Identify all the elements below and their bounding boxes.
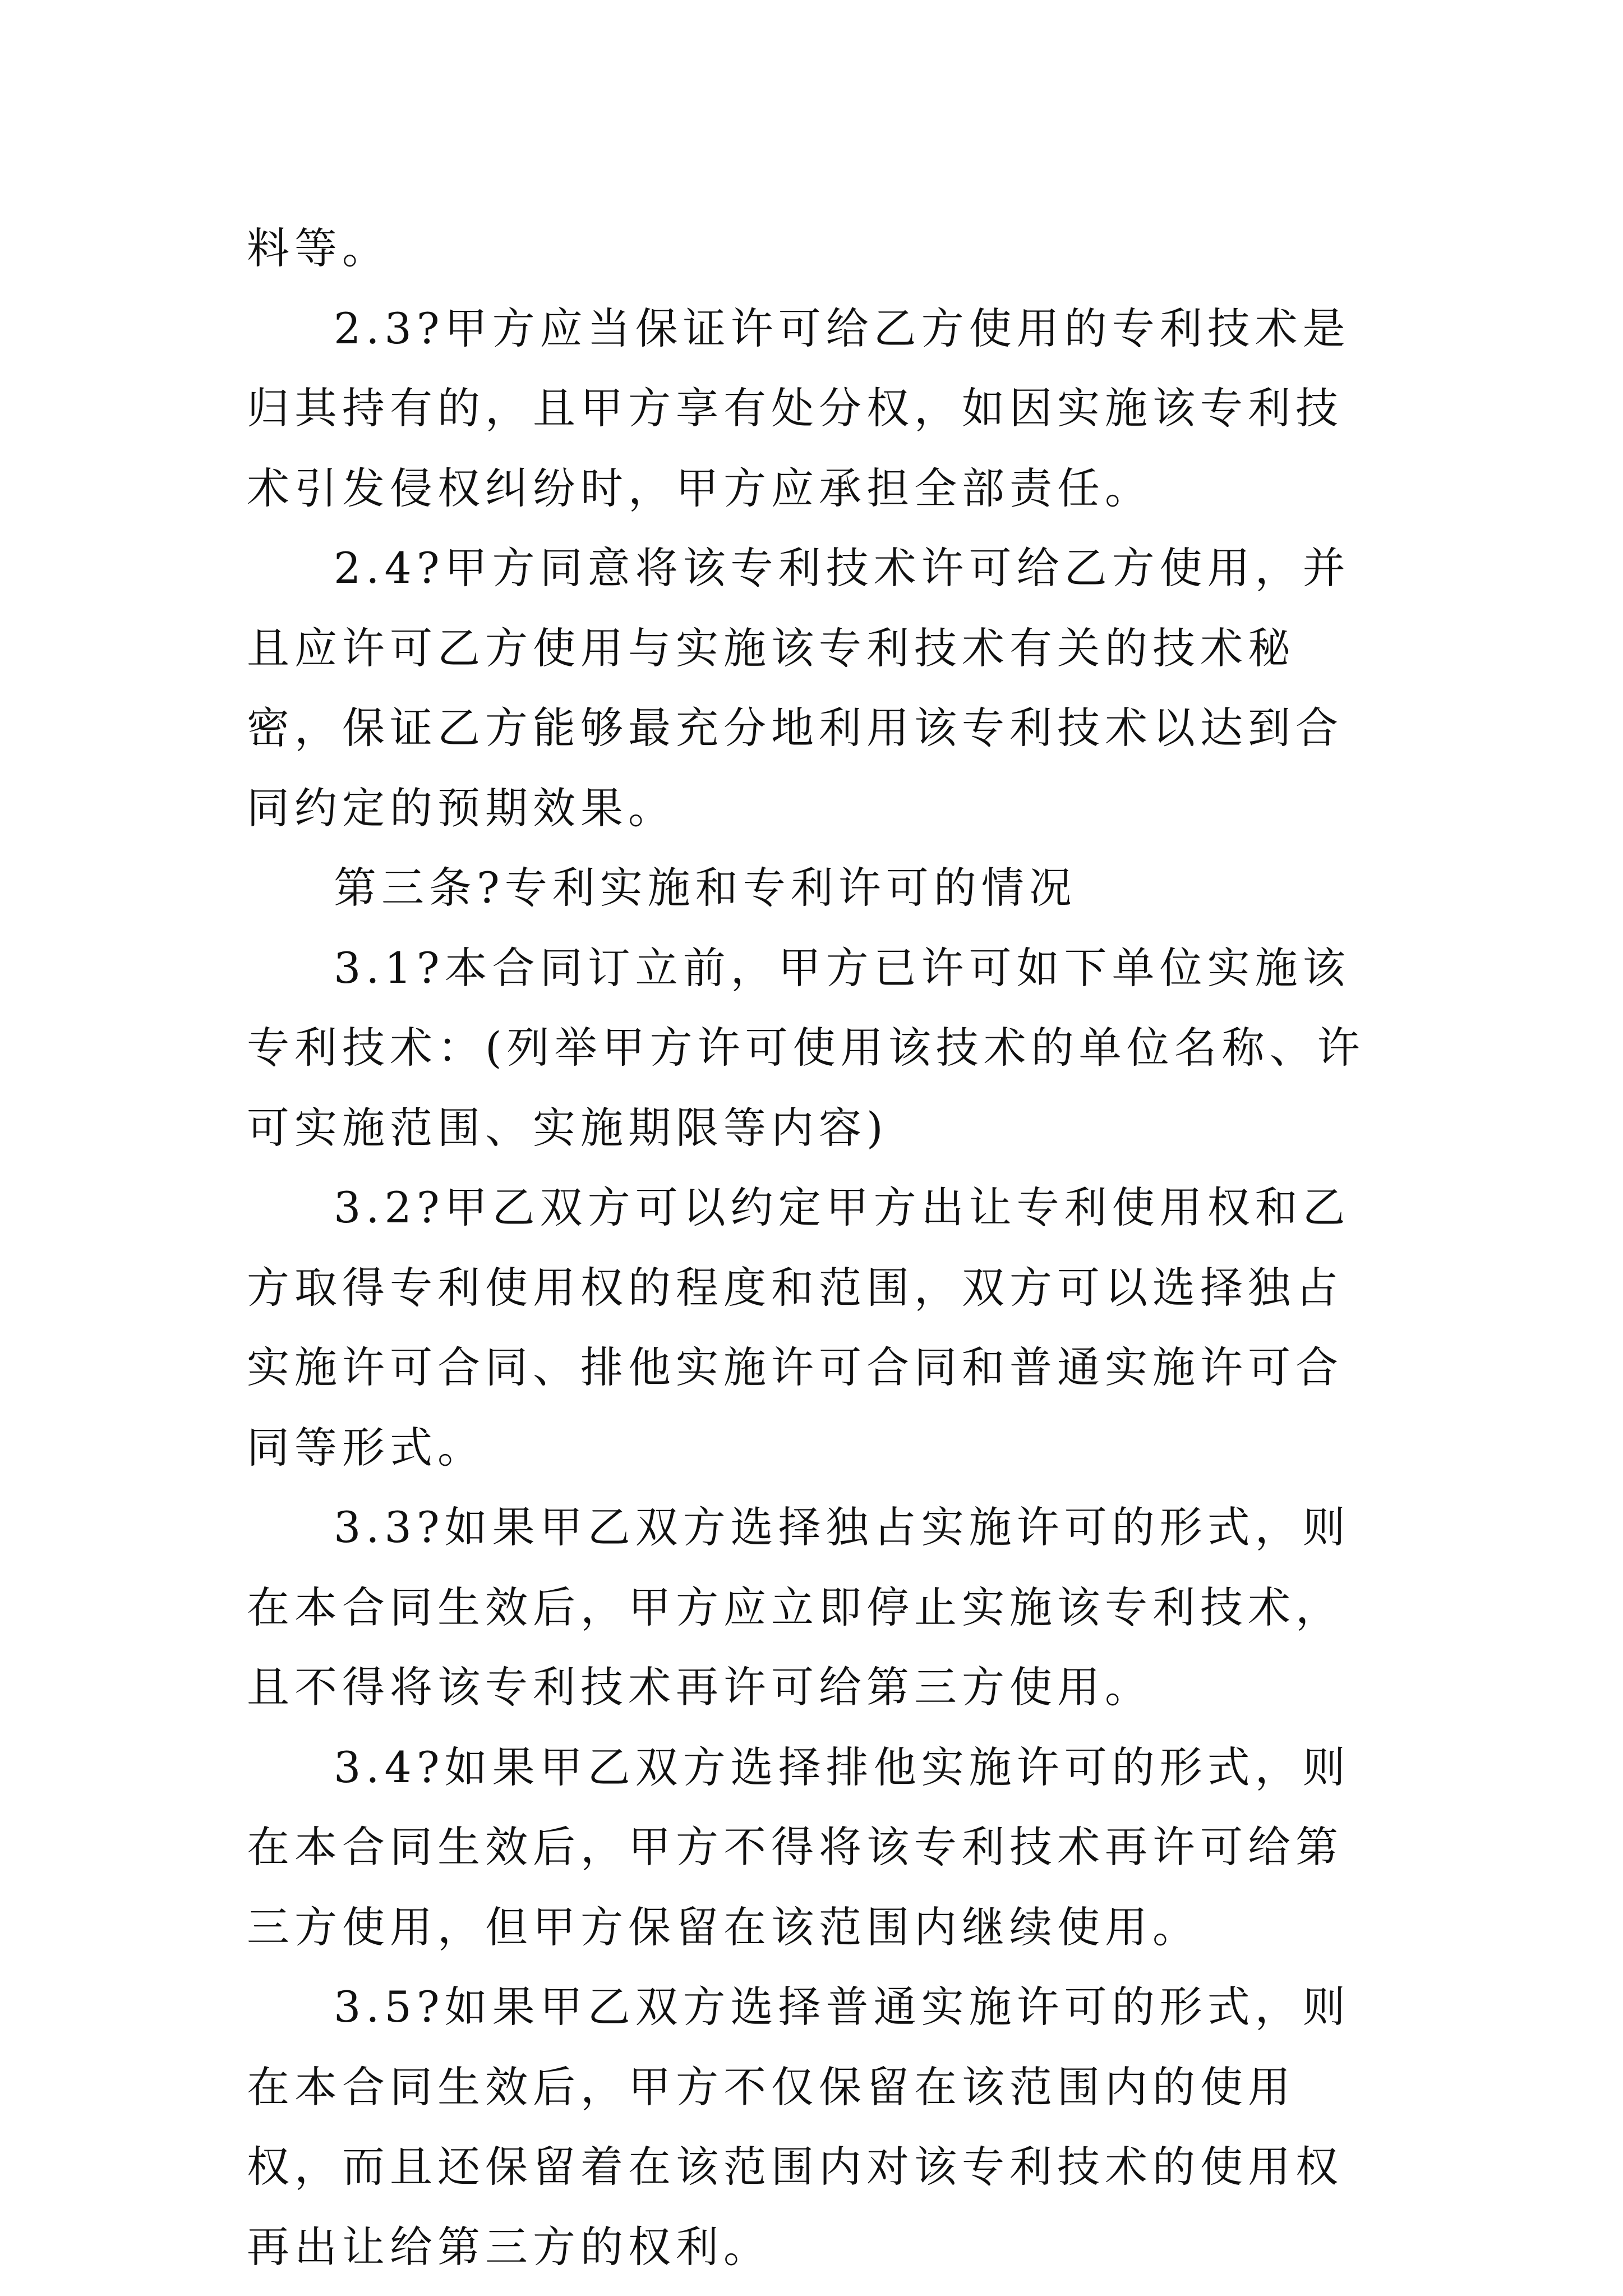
clause-2-4: 2.4?甲方同意将该专利技术许可给乙方使用，并且应许可乙方使用与实施该专利技术有关的技术秘密，保证乙方能够最充分地利用该专利技术以达到合同约定的预期效果。: [247, 543, 1350, 833]
document-body: [247, 209, 1380, 2287]
clause-3-4: 3.4?如果甲乙双方选择排他实施许可的形式，则在本合同生效后，甲方不得将该专利技术再许可给第三方使用，但甲方保留在该范围内继续使用。: [247, 1742, 1350, 1952]
clause-3-5: 3.5?如果甲乙双方选择普通实施许可的形式，则在本合同生效后，甲方不仅保留在该范围内的使用权，而且还保留着在该范围内对该专利技术的使用权再出让给第三方的权利。: [247, 1982, 1350, 2272]
paragraph-continuation: 料等。: [247, 223, 390, 273]
clause-3-2: 3.2?甲乙双方可以约定甲方出让专利使用权和乙方取得专利使用权的程度和范围，双方可以选择独占实施许可合同、排他实施许可合同和普通实施许可合同等形式。: [247, 1182, 1350, 1473]
clause-3-3: 3.3?如果甲乙双方选择独占实施许可的形式，则在本合同生效后，甲方应立即停止实施该专利技术，且不得将该专利技术再许可给第三方使用。: [247, 1502, 1350, 1712]
article-3-heading: 第三条?专利实施和专利许可的情况: [334, 863, 1077, 913]
clause-2-3: 2.3?甲方应当保证许可给乙方使用的专利技术是归其持有的，且甲方享有处分权，如因实施该专利技术引发侵权纠纷时，甲方应承担全部责任。: [247, 303, 1350, 513]
clause-3-1: 3.1?本合同订立前，甲方已许可如下单位实施该专利技术：(列举甲方许可使用该技术的单位名称、许可实施范围、实施期限等内容): [247, 942, 1365, 1153]
